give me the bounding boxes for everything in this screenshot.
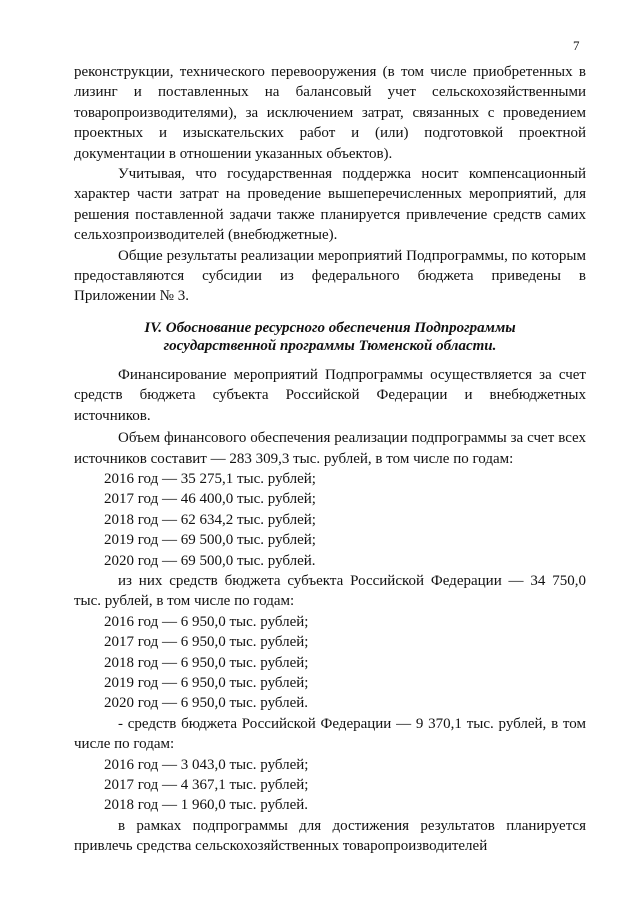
subject-year-2020: 2020 год — 6 950,0 тыс. рублей. [104,695,309,712]
total-year-2019: 2019 год — 69 500,0 тыс. рублей; [104,532,316,549]
paragraph-results: Общие результаты реализации мероприятий Подпрограммы, по которым предоставляются субсидии из федерального бюджета приведены в Приложении № 3. [74,247,586,305]
paragraph-subject-budget: из них средств бюджета субъекта Российской Федерации — 34 750,0 тыс. рублей, в том числе по годам: [74,572,586,610]
page-number: 7 [573,38,580,53]
section-heading-line-1: IV. Обоснование ресурсного обеспечения Подпрограммы [144,319,516,336]
section-heading-line-2: государственной программы Тюменской области. [163,337,497,354]
federal-year-2018: 2018 год — 1 960,0 тыс. рублей. [104,797,309,814]
subject-year-2017: 2017 год — 6 950,0 тыс. рублей; [104,634,309,651]
paragraph-financing-intro: Финансирование мероприятий Подпрограммы осуществляется за счет средств бюджета субъекта Российской Федерации и внебюджетных источников. [74,366,586,424]
page-body [74,62,586,857]
paragraph-financing-total: Объем финансового обеспечения реализации подпрограммы за счет всех источников составит — 283 309,3 тыс. рублей, в том числе по годам: [74,430,586,467]
total-year-2016: 2016 год — 35 275,1 тыс. рублей; [104,470,316,487]
subject-year-2019: 2019 год — 6 950,0 тыс. рублей; [104,674,309,691]
federal-year-2016: 2016 год — 3 043,0 тыс. рублей; [104,756,309,773]
section-heading [74,319,586,355]
paragraph-reconstruction: реконструкции, технического перевооружения (в том числе приобретенных в лизинг и поставленных на балансовый учет сельскохозяйственными товаропроизводителями), за исключением затрат, связанных с проведением проектных и изыскательских работ и (или) подготовкой проектной документации в отношении указанных объектов). [74,64,586,162]
total-year-2018: 2018 год — 62 634,2 тыс. рублей; [104,511,316,528]
paragraph-compensation: Учитывая, что государственная поддержка носит компенсационный характер части затрат на проведение вышеперечисленных мероприятий, для решения поставленной задачи также планируется привлечение средств самих сельхозпроизводителей (внебюджетные). [74,166,586,244]
subject-year-2018: 2018 год — 6 950,0 тыс. рублей; [104,654,309,671]
total-year-2017: 2017 год — 46 400,0 тыс. рублей; [104,491,316,508]
total-year-2020: 2020 год — 69 500,0 тыс. рублей. [104,552,316,569]
paragraph-federal-budget: - средств бюджета Российской Федерации — 9 370,1 тыс. рублей, в том числе по годам: [74,715,586,753]
subject-year-2016: 2016 год — 6 950,0 тыс. рублей; [104,613,309,630]
federal-year-2017: 2017 год — 4 367,1 тыс. рублей; [104,777,309,793]
paragraph-closing: в рамках подпрограммы для достижения результатов планируется привлечь средства сельскохозяйственных товаропроизводителей [74,817,586,855]
